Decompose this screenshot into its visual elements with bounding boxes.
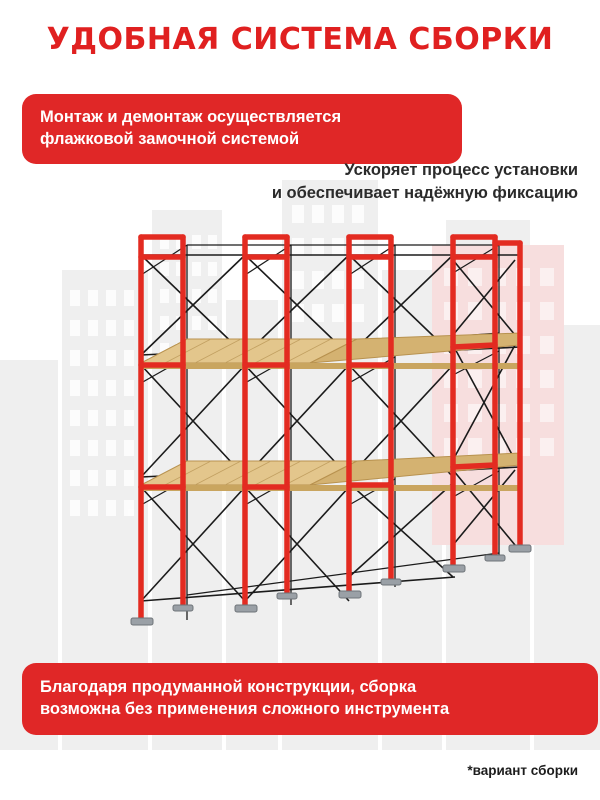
scaffolding-illustration [95,215,535,645]
subcaption-line-2: и обеспечивает надёжную фиксацию [271,184,578,203]
deck-upper [141,333,520,369]
banner-bottom-line-2: возможна без применения сложного инструмента [40,700,450,719]
banner-bottom-line-1: Благодаря продуманной конструкции, сборка [40,678,417,696]
subcaption [0,159,578,205]
page-title: УДОБНАЯ СИСТЕМА СБОРКИ [46,22,554,57]
callout-banner-top [22,94,462,164]
banner-top-line-1: Монтаж и демонтаж осуществляется [40,108,342,126]
footnote: *вариант сборки [467,763,578,778]
banner-top-line-2: флажковой замочной системой [40,130,300,149]
callout-banner-bottom [22,663,598,735]
subcaption-line-1: Ускоряет процесс установки [344,161,578,179]
deck-lower [141,453,520,491]
